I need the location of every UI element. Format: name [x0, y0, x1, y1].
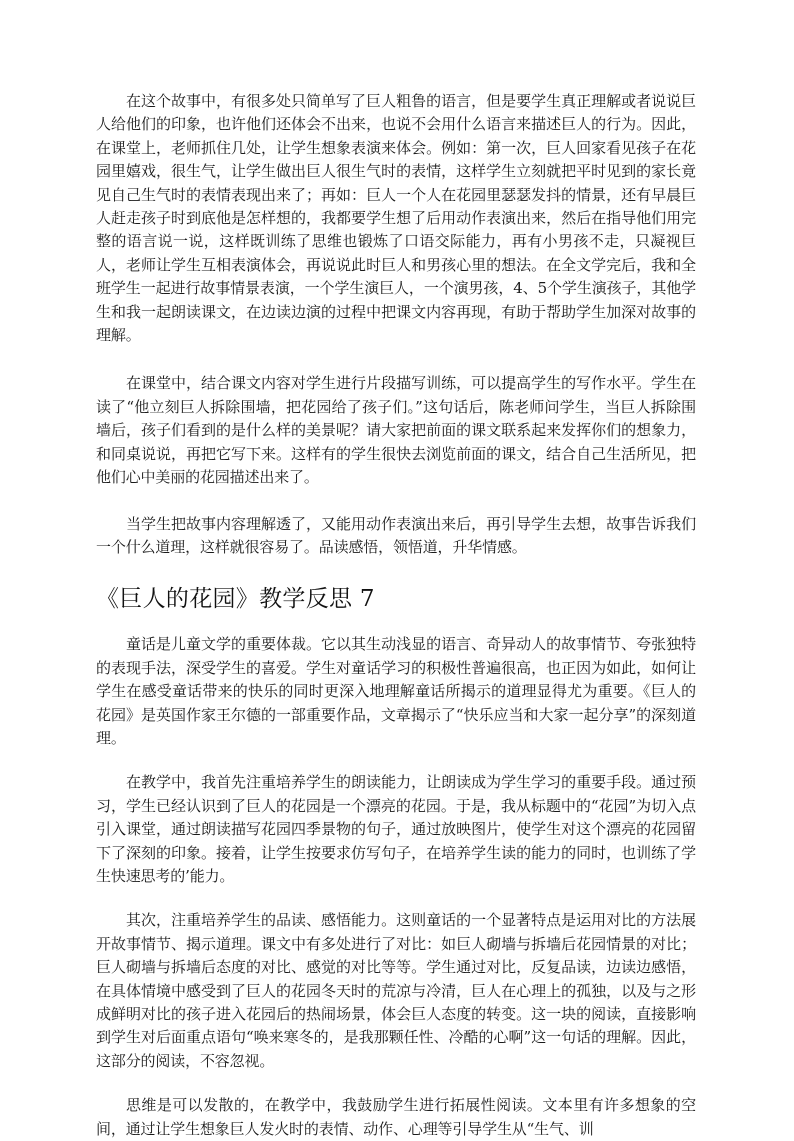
body-paragraph: 思维是可以发散的，在教学中，我鼓励学生进行拓展性阅读。文本里有许多想象的空间，通过让学生想象巨人发火时的表情、动作、心理等引导学生从“生气、训	[96, 1096, 696, 1138]
body-paragraph: 在这个故事中，有很多处只简单写了巨人粗鲁的语言，但是要学生真正理解或者说说巨人给他们的印象，也许他们还体会不出来，也说不会用什么语言来描述巨人的行为。因此，在课堂上，老师抓住几处，让学生想象表演来体会。例如：第一次，巨人回家看见孩子在花园里嬉戏，很生气，让学生做出巨人很生气时的表情，这样学生立刻就把平时见到的家长竟见自己生气时的表情表现出来了；再如：巨人一个人在花园里瑟瑟发抖的情景，还有早晨巨人赶走孩子时到底他是怎样想的，我都要学生想了后用动作表演出来，然后在指导他们用完整的语言说一说，这样既训练了思维也锻炼了口语交际能力，再有小男孩不走，只凝视巨人，老师让学生互相表演体会，再说说此时巨人和男孩心里的想法。在全文学完后，我和全班学生一起进行故事情景表演，一个学生演巨人，一个演男孩，4、5个学生演孩子，其他学生和我一起朗读课文，在边读边演的过程中把课文内容再现，有助于帮助学生加深对故事的理解。	[96, 92, 696, 345]
body-paragraph: 在课堂中，结合课文内容对学生进行片段描写训练，可以提高学生的写作水平。学生在读了“他立刻巨人拆除围墙，把花园给了孩子们。”这句话后，陈老师问学生，当巨人拆除围墙后，孩子们看到的是什么样的美景呢？请大家把前面的课文联系起来发挥你们的想象力，和同桌说说，再把它写下来。这样有的学生很快去浏览前面的课文，结合自己生活所见，把他们心中美丽的花园描述出来了。	[96, 374, 696, 487]
body-paragraph: 其次，注重培养学生的品读、感悟能力。这则童话的一个显著特点是运用对比的方法展开故事情节、揭示道理。课文中有多处进行了对比：如巨人砌墙与拆墙后花园情景的对比；巨人砌墙与拆墙后态度的对比、感觉的对比等等。学生通过对比，反复品读，边读边感悟，在具体情境中感受到了巨人的花园冬天时的荒凉与冷清，巨人在心理上的孤独，以及与之形成鲜明对比的孩子进入花园后的热闹场景，体会巨人态度的转变。这一块的阅读，直接影响到学生对后面重点语句“唤来寒冬的，是我那颗任性、冷酷的心啊”这一句话的理解。因此，这部分的阅读，不容忽视。	[96, 911, 696, 1070]
document-page	[96, 90, 696, 1141]
section-heading: 《巨人的花园》教学反思 7	[96, 586, 375, 613]
body-paragraph: 童话是儿童文学的重要体裁。它以其生动浅显的语言、奇异动人的故事情节、夸张独特的表现手法，深受学生的喜爱。学生对童话学习的积极性普遍很高，也正因为如此，如何让学生在感受童话带来的快乐的同时更深入地理解童话所揭示的道理显得尤为重要。《巨人的花园》是英国作家王尔德的一部重要作品，文章揭示了“快乐应当和大家一起分享”的深刻道理。	[96, 635, 696, 747]
body-paragraph: 在教学中，我首先注重培养学生的朗读能力，让朗读成为学生学习的重要手段。通过预习，学生已经认识到了巨人的花园是一个漂亮的花园。于是，我从标题中的“花园”为切入点引入课堂，通过朗读描写花园四季景物的句子，通过放映图片，使学生对这个漂亮的花园留下了深刻的印象。接着，让学生按要求仿写句子，在培养学生读的能力的同时，也训练了学生快速思考的’能力。	[96, 773, 696, 885]
body-paragraph: 当学生把故事内容理解透了，又能用动作表演出来后，再引导学生去想，故事告诉我们一个什么道理，这样就很容易了。品读感悟，领悟道，升华情感。	[96, 514, 696, 556]
